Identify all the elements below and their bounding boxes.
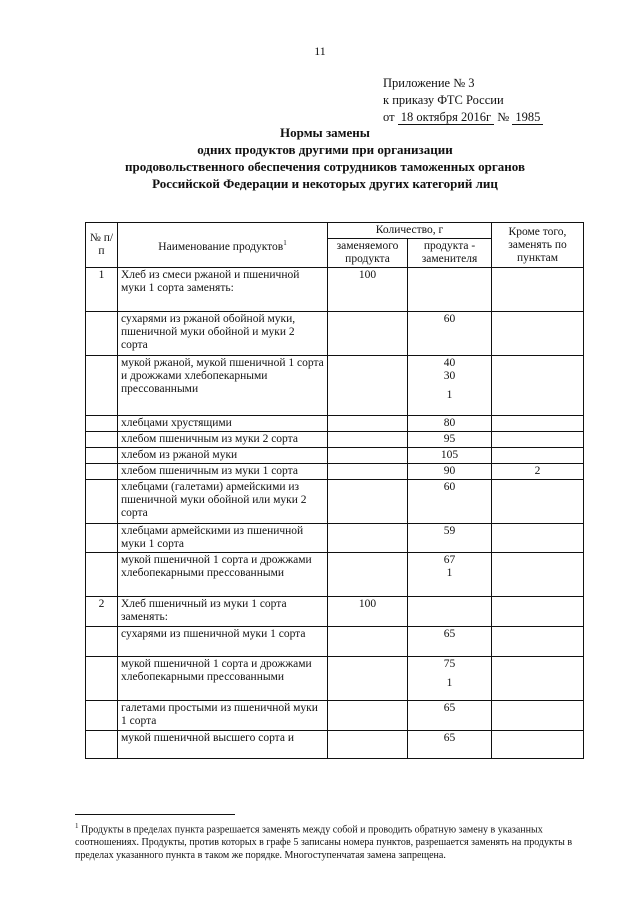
besides-points: 2 (492, 464, 584, 480)
replacement-qty: 65 (443, 732, 456, 744)
row-number (86, 553, 118, 597)
table-row (86, 657, 584, 701)
besides-points (492, 448, 584, 464)
table-body (86, 268, 584, 759)
row-number (86, 524, 118, 553)
product-name: хлебом пшеничным из муки 1 сорта (118, 464, 328, 480)
besides-points (492, 524, 584, 553)
replacement-qty: 65 (443, 628, 456, 640)
besides-points (492, 480, 584, 524)
besides-points (492, 432, 584, 448)
replacement-qty: 105 (440, 449, 459, 461)
product-name: хлебцами армейскими из пшеничной муки 1 сорта (118, 524, 328, 553)
table-row (86, 464, 584, 480)
product-name: мукой пшеничной 1 сорта и дрожжами хлебопекарными прессованными (118, 657, 328, 701)
replacement-qty: 67 (443, 554, 456, 566)
replacement-qty-cell (408, 701, 492, 731)
besides-points (492, 701, 584, 731)
replacement-qty-cell (408, 432, 492, 448)
replacement-qty: 65 (443, 702, 456, 714)
replaced-qty (331, 370, 404, 383)
besides-points (492, 657, 584, 701)
replaced-qty-cell (328, 553, 408, 597)
replaced-qty (331, 567, 404, 580)
header-besides: Кроме того, заменять по пунктам (492, 223, 584, 268)
document-title (60, 124, 590, 192)
table-row (86, 432, 584, 448)
replaced-qty: 100 (358, 269, 377, 281)
title-line: Российской Федерации и некоторых других категорий лиц (152, 176, 498, 191)
product-name: галетами простыми из пшеничной муки 1 сорта (118, 701, 328, 731)
header-name-text: Наименование продуктов (158, 240, 284, 253)
replaced-qty: 100 (358, 598, 377, 610)
table-row (86, 731, 584, 759)
replacement-qty-cell (408, 480, 492, 524)
header-replacement: продукта - заменителя (408, 239, 492, 268)
row-number (86, 701, 118, 731)
product-name: хлебцами хрустящими (118, 416, 328, 432)
table-row (86, 356, 584, 416)
row-number (86, 480, 118, 524)
product-name: мукой ржаной, мукой пшеничной 1 сорта и дрожжами хлебопекарными прессованными (118, 356, 328, 416)
replaced-qty-cell (328, 448, 408, 464)
product-name: хлебом из ржаной муки (118, 448, 328, 464)
row-number (86, 448, 118, 464)
besides-points (492, 356, 584, 416)
row-number: 2 (86, 597, 118, 627)
header-num: № п/п (86, 223, 118, 268)
replaced-qty-cell (328, 356, 408, 416)
product-name: хлебцами (галетами) армейскими из пшеничной муки обойной или муки 2 сорта (118, 480, 328, 524)
table-row (86, 553, 584, 597)
replaced-qty-cell (328, 731, 408, 759)
replacement-qty-cell (408, 268, 492, 312)
number-sign: № (497, 110, 510, 124)
table-row (86, 597, 584, 627)
replacement-qty: 75 (443, 658, 456, 670)
date-prefix: от (383, 110, 395, 124)
table-row (86, 524, 584, 553)
besides-points (492, 312, 584, 356)
table-row (86, 448, 584, 464)
title-line: Нормы замены (280, 125, 370, 140)
replaced-qty (331, 357, 404, 370)
replaced-qty-cell (328, 312, 408, 356)
page-number: 11 (314, 44, 326, 58)
footnote-marker: 1 (283, 238, 287, 247)
row-number (86, 464, 118, 480)
table-row (86, 701, 584, 731)
product-name: хлебом пшеничным из муки 2 сорта (118, 432, 328, 448)
order-date: 18 октября 2016г (398, 110, 494, 125)
besides-points (492, 416, 584, 432)
table-row (86, 312, 584, 356)
footnote-text: Продукты в пределах пункта разрешается заменять между собой и проводить обратную замену в указанных соотношениях. Продукты, против которых в графе 5 записаны номера пунктов, разрешается заменять на продукты в пределах указанного пункта в таком же порядке. Многоступенчатая замена запрещена. (75, 824, 573, 862)
product-name: сухарями из ржаной обойной муки, пшеничной муки обойной и муки 2 сорта (118, 312, 328, 356)
replaced-qty-cell (328, 524, 408, 553)
header-quantity: Количество, г (328, 223, 492, 239)
replacement-qty-cell (408, 464, 492, 480)
replaced-qty-cell (328, 416, 408, 432)
replaced-qty-cell (328, 480, 408, 524)
replacement-qty-cell (408, 731, 492, 759)
replacement-qty-cell (408, 553, 492, 597)
replacement-qty: 90 (443, 465, 456, 477)
replaced-qty-cell (328, 657, 408, 701)
replacement-qty-cell (408, 524, 492, 553)
replacement-qty: 59 (443, 525, 456, 537)
replacement-qty: 1 (446, 677, 453, 689)
row-number: 1 (86, 268, 118, 312)
replacement-qty-cell (408, 448, 492, 464)
replaced-qty-cell (328, 268, 408, 312)
replaced-qty-cell (328, 432, 408, 448)
order-line: к приказу ФТС России (383, 93, 504, 107)
order-number: 1985 (512, 110, 543, 125)
replacement-qty: 80 (443, 417, 456, 429)
replacement-qty-cell (408, 657, 492, 701)
replaced-qty-cell (328, 464, 408, 480)
besides-points (492, 627, 584, 657)
footnote-divider (75, 814, 235, 815)
row-number (86, 356, 118, 416)
header-replaced: заменяемого продукта (328, 239, 408, 268)
replacement-qty-cell (408, 356, 492, 416)
product-name: Хлеб из смеси ржаной и пшеничной муки 1 сорта заменять: (118, 268, 328, 312)
replaced-qty (331, 554, 404, 567)
row-number (86, 627, 118, 657)
header-row (86, 223, 584, 239)
appendix-line: Приложение № 3 (383, 76, 475, 90)
replacement-qty: 95 (443, 433, 456, 445)
row-number (86, 657, 118, 701)
table-row (86, 480, 584, 524)
product-name: Хлеб пшеничный из муки 1 сорта заменять: (118, 597, 328, 627)
besides-points (492, 553, 584, 597)
replacement-qty-cell (408, 312, 492, 356)
replacement-qty-cell (408, 627, 492, 657)
table-row (86, 268, 584, 312)
row-number (86, 312, 118, 356)
footnote-number: 1 (75, 822, 79, 830)
table-row (86, 627, 584, 657)
header-name (118, 223, 328, 268)
footnote (75, 820, 605, 862)
title-line: одних продуктов другими при организации (197, 142, 453, 157)
row-number (86, 432, 118, 448)
title-line: продовольственного обеспечения сотрудников таможенных органов (125, 159, 525, 174)
replaced-qty-cell (328, 701, 408, 731)
replacement-qty: 60 (443, 481, 456, 493)
row-number (86, 416, 118, 432)
norms-table (85, 222, 584, 759)
product-name: сухарями из пшеничной муки 1 сорта (118, 627, 328, 657)
row-number (86, 731, 118, 759)
replaced-qty-cell (328, 627, 408, 657)
besides-points (492, 597, 584, 627)
replacement-qty: 30 (443, 370, 456, 382)
besides-points (492, 268, 584, 312)
table-row (86, 416, 584, 432)
replacement-qty: 40 (443, 357, 456, 369)
replacement-qty-cell (408, 597, 492, 627)
product-name: мукой пшеничной 1 сорта и дрожжами хлебопекарными прессованными (118, 553, 328, 597)
replaced-qty-cell (328, 597, 408, 627)
besides-points (492, 731, 584, 759)
replacement-qty: 1 (446, 389, 453, 401)
product-name: мукой пшеничной высшего сорта и (118, 731, 328, 759)
replacement-qty: 60 (443, 313, 456, 325)
replacement-qty: 1 (446, 567, 453, 579)
replacement-qty-cell (408, 416, 492, 432)
appendix-block (383, 75, 543, 126)
